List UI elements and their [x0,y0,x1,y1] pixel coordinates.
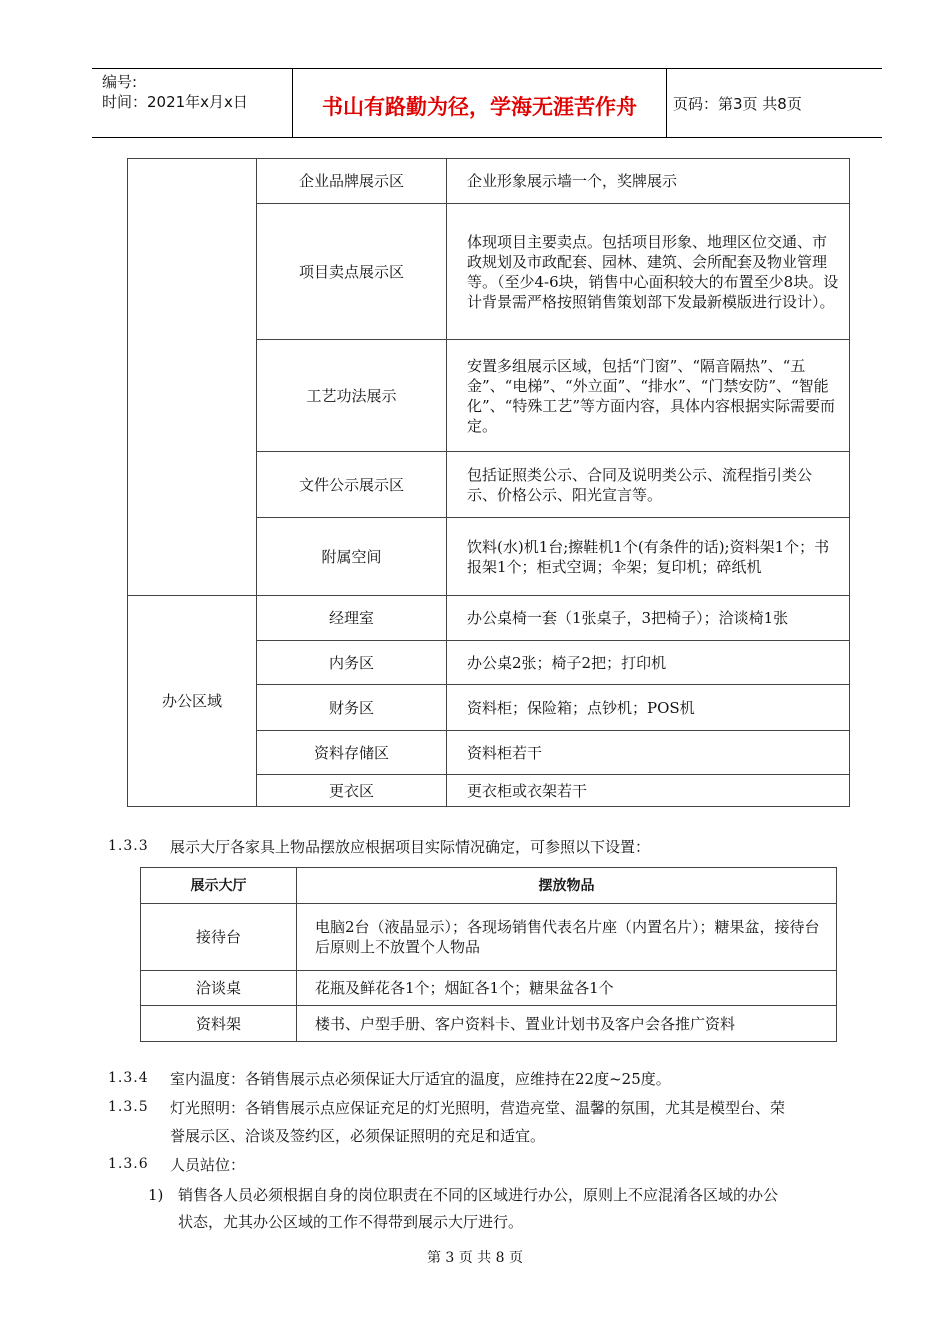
section-text: 室内温度：各销售展示点必须保证大厅适宜的温度，应维持在22度~25度。 [170,1070,671,1088]
hall-item-name: 接待台 [141,904,297,971]
column-header: 摆放物品 [297,868,837,904]
list-item-text: 销售各人员必须根据自身的岗位职责在不同的区域进行办公，原则上不应混淆各区域的办公 [178,1186,779,1204]
area-name: 经理室 [257,596,447,641]
page-footer: 第 3 页 共 8 页 [426,1250,524,1266]
header-page-cell [667,69,882,137]
section-number: 1.3.5 [108,1099,149,1115]
section-number: 1.3.4 [108,1070,149,1086]
header-meta [92,69,292,137]
hall-item-name: 洽谈桌 [141,971,297,1006]
table-row [128,159,850,204]
area-name: 内务区 [257,641,447,685]
items-table [140,867,837,1042]
area-desc: 企业形象展示墙一个，奖牌展示 [447,159,850,204]
table-row [141,1006,837,1042]
area-name: 工艺功法展示 [257,340,447,452]
hall-item-name: 资料架 [141,1006,297,1042]
motto: 书山有路勤为径，学海无涯苦作舟 [322,95,637,119]
hall-item-objects: 花瓶及鲜花各1个；烟缸各1个；糖果盆各1个 [297,971,837,1006]
office-area-label: 办公区域 [128,596,257,807]
table-row [141,971,837,1006]
section-text-continued: 誉展示区、洽谈及签约区，必须保证照明的充足和适宜。 [170,1127,546,1145]
area-desc: 办公桌椅一套（1张桌子，3把椅子）；洽谈椅1张 [447,596,850,641]
list-marker: 1) [148,1186,164,1204]
area-desc: 包括证照类公示、合同及说明类公示、流程指引类公示、价格公示、阳光宣言等。 [447,452,850,518]
area-desc: 资料柜；保险箱；点钞机；POS机 [447,685,850,731]
area-name: 附属空间 [257,518,447,596]
area-name: 财务区 [257,685,447,731]
area-name: 资料存储区 [257,731,447,775]
section-text: 展示大厅各家具上物品摆放应根据项目实际情况确定，可参照以下设置： [170,838,651,856]
page-label: 页码：第3页 共8页 [673,95,802,113]
hall-item-objects: 电脑2台（液晶显示）；各现场销售代表名片座（内置名片）；糖果盆，接待台后原则上不放置个人物品 [297,904,837,971]
section-number: 1.3.3 [108,838,149,854]
area-desc: 体现项目主要卖点。包括项目形象、地理区位交通、市政规划及市政配套、园林、建筑、会所配套及物业管理等。（至少4-6块，销售中心面积较大的布置至少8块。设计背景需严格按照销售策划部下发最新模版进行设计）。 [447,204,850,340]
page-header [92,68,882,138]
time-label: 时间：2021年x月x日 [102,93,248,111]
area-desc: 资料柜若干 [447,731,850,775]
area-cell-blank [128,159,257,596]
section-text: 灯光照明：各销售展示点应保证充足的灯光照明，营造亮堂、温馨的氛围，尤其是模型台、荣 [170,1099,786,1117]
code-label: 编号: [102,73,138,91]
area-name: 企业品牌展示区 [257,159,447,204]
table-header-row [141,868,837,904]
hall-item-objects: 楼书、户型手册、客户资料卡、置业计划书及客户会各推广资料 [297,1006,837,1042]
area-desc: 更衣柜或衣架若干 [447,775,850,807]
area-name: 项目卖点展示区 [257,204,447,340]
table-row [141,904,837,971]
section-number: 1.3.6 [108,1156,149,1172]
section-text: 人员站位： [170,1156,246,1174]
area-name: 更衣区 [257,775,447,807]
list-item-text-continued: 状态，尤其办公区域的工作不得带到展示大厅进行。 [178,1213,524,1231]
area-table [127,158,850,807]
column-header: 展示大厅 [141,868,297,904]
area-desc: 办公桌2张；椅子2把；打印机 [447,641,850,685]
table-row [128,596,850,641]
header-motto-cell [292,69,667,137]
area-name: 文件公示展示区 [257,452,447,518]
area-desc: 安置多组展示区域，包括“门窗”、“隔音隔热”、“五金”、“电梯”、“外立面”、“排水”、“门禁安防”、“智能化”、“特殊工艺”等方面内容，具体内容根据实际需要而定。 [447,340,850,452]
area-desc: 饮料(水)机1台;擦鞋机1个(有条件的话);资料架1个；书报架1个；柜式空调；伞架；复印机；碎纸机 [447,518,850,596]
